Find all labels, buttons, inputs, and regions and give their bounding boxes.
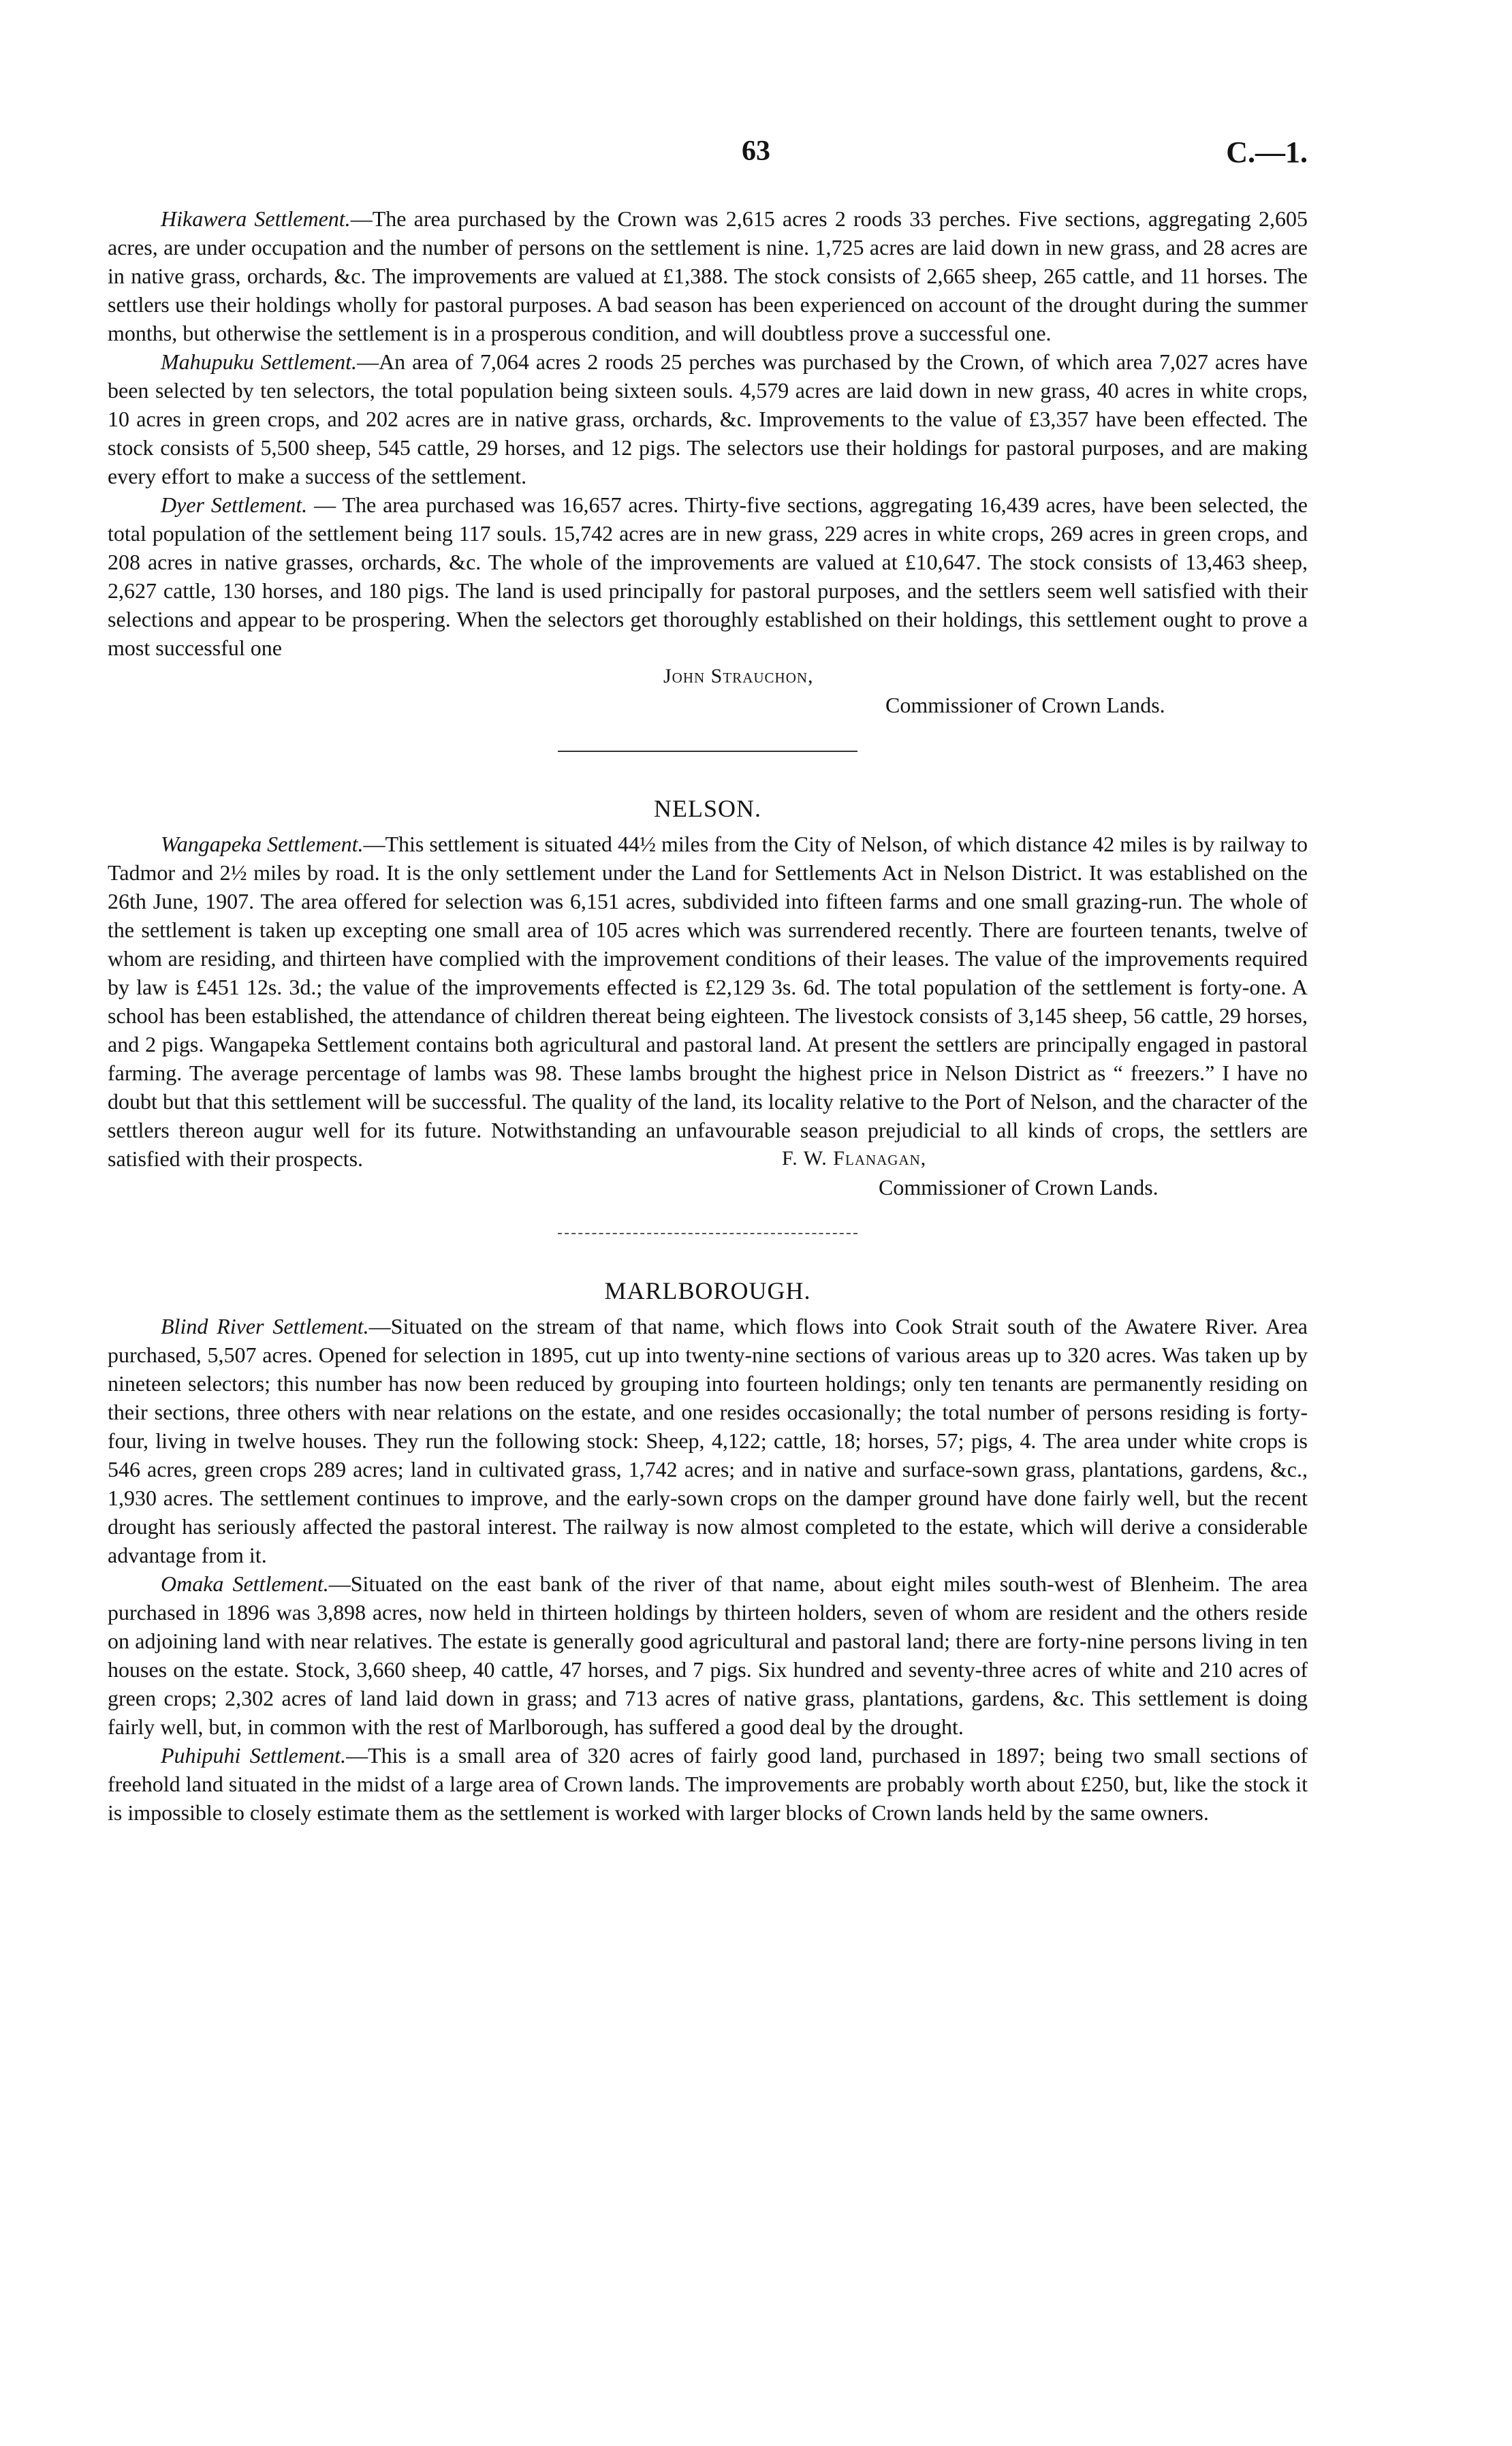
signatory-title: Commissioner of Crown Lands. [879,1175,1159,1200]
paragraph-puhipuhi [108,1741,1308,1827]
paragraph-text: —This is a small area of 320 acres of fairly good land, purchased in 1897; being two small sections of freehold land situated in the midst of a large area of Crown lands. The improvements are probably worth about £250, but, like the stock it is impossible to closely estimate them as the settlement is worked with larger blocks of Crown lands held by the same owners. [108,1743,1308,1825]
signature-block [108,662,1308,719]
paragraph-wangapeka [108,830,1308,1173]
paragraph-text: —This settlement is situated 44½ miles from the City of Nelson, of which distance 42 miles is by railway to Tadmor and 2½ miles by road. It is the only settlement under the Land for Settlements Act in Nelson District. It was established on the 26th June, 1907. The area offered for selection was 6,151 acres, subdivided into fifteen farms and one small grazing-run. The whole of the settlement is taken up excepting one small area of 105 acres which was surrendered recently. There are fourteen tenants, twelve of whom are residing, and thirteen have complied with the improvement conditions of their leases. The value of the improvements required by law is £451 12s. 3d.; the value of the improvements effected is £2,129 3s. 6d. The total population of the settlement is forty-one. A school has been established, the attendance of children thereat being eighteen. The livestock consists of 3,145 sheep, 56 cattle, 29 horses, and 2 pigs. Wangapeka Settlement contains both agricultural and pastoral land. At present the settlers are principally engaged in pastoral farming. The average percentage of lambs was 98. These lambs brought the highest price in Nelson District as “ freezers.” I have no doubt but that this settlement will be successful. The quality of the land, its locality relative to the Port of Nelson, and the character of the settlers thereon augur well for its future. Notwithstanding an unfavourable season prejudicial to all kinds of crops, the settlers are satisfied with their prospects. [108,832,1308,1171]
section-divider [558,751,857,752]
paragraph-omaka [108,1569,1308,1741]
settlement-title: Mahupuku Settlement. [161,349,358,374]
page-header [109,135,1308,176]
signature-block [108,1144,1308,1202]
paragraph-text: —Situated on the stream of that name, which flows into Cook Strait south of the Awatere River. Area purchased, 5,507 acres. Opened for selection in 1895, cut up into twenty-nine sections of various areas up to 320 acres. Was taken up by nineteen selectors; this number has now been reduced by grouping into fourteen holdings; only ten tenants are permanently residing on their sections, three others with near relations on the estate, and one resides occasionally; the total number of persons residing is forty-four, living in twelve houses. They run the following stock: Sheep, 4,122; cattle, 18; horses, 57; pigs, 4. The area under white crops is 546 acres, green crops 289 acres; land in cultivated grass, 1,742 acres; and in native and surface-sown grass, plantations, gardens, &c., 1,930 acres. The settlement continues to improve, and the early-sown crops on the damper ground have done fairly well, but the recent drought has seriously affected the pastoral interest. The railway is now almost completed to the estate, which will derive a considerable advantage from it. [108,1314,1308,1567]
section-divider [558,1233,857,1234]
paragraph-blind-river [108,1312,1308,1569]
settlement-title: Wangapeka Settlement. [161,832,364,856]
settlement-title: Puhipuhi Settlement. [161,1743,347,1768]
section-heading-nelson: NELSON. [654,795,761,822]
signatory-name: John Strauchon, [663,665,814,687]
settlement-title: Dyer Settlement. [161,492,308,517]
settlement-title: Omaka Settlement. [161,1571,329,1596]
section-heading-marlborough: MARLBOROUGH. [604,1277,811,1304]
document-code: C.—1. [1226,136,1308,169]
paragraph-text: —An area of 7,064 acres 2 roods 25 perches was purchased by the Crown, of which area 7,027 acres have been selected by ten selectors, the total population being sixteen souls. 4,579 acres are laid down in new grass, 40 acres in white crops, 10 acres in green crops, and 202 acres are in native grass, orchards, &c. Improvements to the value of £3,357 have been effected. The stock consists of 5,500 sheep, 545 cattle, 29 horses, and 12 pigs. The selectors use their holdings for pastoral purposes, and are making every effort to make a success of the settlement. [108,349,1308,488]
signatory-title: Commissioner of Crown Lands. [885,693,1165,717]
paragraph-mahupuku [108,347,1308,490]
signatory-name: F. W. Flanagan, [782,1147,927,1170]
paragraph-text: —Situated on the east bank of the river of that name, about eight miles south-west of Blenheim. The area purchased in 1896 was 3,898 acres, now held in thirteen holdings by thirteen holders, seven of whom are resident and the others reside on adjoining land with near relatives. The estate is generally good agricultural and pastoral land; there are forty-nine persons living in ten houses on the estate. Stock, 3,660 sheep, 40 cattle, 47 horses, and 7 pigs. Six hundred and seventy-three acres of white and 210 acres of green crops; 2,302 acres of land laid down in grass; and 713 acres of native grass, plantations, gardens, &c. This settlement is doing fairly well, but, in common with the rest of Marlborough, has suffered a good deal by the drought. [108,1571,1308,1739]
page-number: 63 [742,136,770,167]
paragraph-text: —The area purchased by the Crown was 2,615 acres 2 roods 33 perches. Five sections, aggregating 2,605 acres, are under occupation and the number of persons on the settlement is nine. 1,725 acres are laid down in new grass, and 28 acres are in native grass, orchards, &c. The improvements are valued at £1,388. The stock consists of 2,665 sheep, 265 cattle, and 11 horses. The settlers use their holdings wholly for pastoral purposes. A bad season has been experienced on account of the drought during the summer months, but otherwise the settlement is in a prosperous condition, and will doubtless prove a successful one. [108,206,1308,345]
paragraph-hikawera [108,204,1308,347]
settlement-title: Hikawera Settlement. [161,206,351,231]
settlement-title: Blind River Settlement. [161,1314,369,1338]
paragraph-dyer [108,490,1308,662]
paragraph-text: — The area purchased was 16,657 acres. Thirty-five sections, aggregating 16,439 acres, have been selected, the total population of the settlement being 117 souls. 15,742 acres are in new grass, 229 acres in white crops, 269 acres in green crops, and 208 acres in native grasses, orchards, &c. The whole of the improvements are valued at £10,647. The stock consists of 13,463 sheep, 2,627 cattle, 130 horses, and 180 pigs. The land is used principally for pastoral purposes, and the settlers seem well satisfied with their selections and appear to be prospering. When the selectors get thoroughly established on their holdings, this settlement ought to prove a most successful one [108,492,1308,660]
document-body [108,204,1308,1827]
